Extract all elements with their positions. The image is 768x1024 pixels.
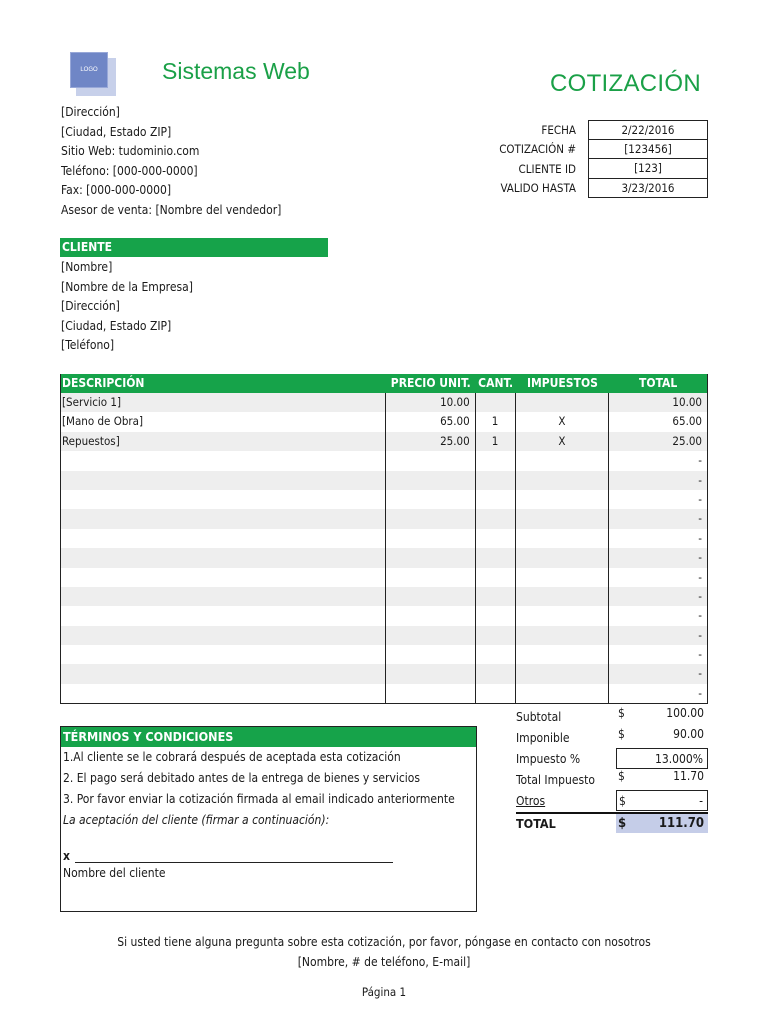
taxable-value: 90.00	[673, 727, 704, 741]
footer-contact	[0, 932, 768, 972]
item-quantity[interactable]	[476, 645, 516, 664]
item-total[interactable]: 65.00	[672, 414, 703, 429]
address-line: [Dirección]	[61, 105, 120, 119]
client-company[interactable]: [Nombre de la Empresa]	[61, 279, 193, 294]
col-total: TOTAL	[639, 376, 678, 390]
col-quantity: CANT.	[478, 376, 514, 390]
item-description[interactable]: Repuestos]	[61, 432, 386, 451]
item-total[interactable]: -	[698, 569, 703, 584]
table-row	[61, 451, 707, 470]
item-description[interactable]	[61, 490, 386, 509]
grand-total-value: 111.70	[658, 816, 704, 831]
footer-question: Si usted tiene alguna pregunta sobre esta cotización, por favor, póngase en contacto con nosotros	[117, 935, 651, 949]
terms-box	[60, 726, 477, 912]
item-tax[interactable]	[516, 645, 610, 664]
table-row	[61, 684, 707, 703]
table-row	[61, 471, 707, 490]
client-id-field[interactable]: [123]	[588, 159, 708, 179]
item-unit-price[interactable]	[386, 548, 476, 567]
item-quantity[interactable]: 1	[476, 412, 516, 431]
item-total[interactable]: -	[698, 472, 703, 487]
logo-box	[70, 52, 108, 88]
item-quantity[interactable]	[476, 529, 516, 548]
table-row	[61, 490, 707, 509]
item-total[interactable]: -	[698, 666, 703, 681]
meta-label: CLIENTE ID	[518, 161, 576, 176]
currency-symbol: $	[618, 816, 627, 831]
item-unit-price[interactable]	[386, 471, 476, 490]
item-unit-price[interactable]	[386, 684, 476, 703]
tax-total-label: Total Impuesto	[516, 772, 595, 787]
meta-date-row	[490, 120, 708, 140]
item-quantity[interactable]	[476, 451, 516, 470]
item-unit-price[interactable]	[386, 606, 476, 625]
page-number: Página 1	[361, 985, 407, 999]
tax-rate-value: 13.000%	[654, 751, 703, 766]
company-address-block	[61, 103, 281, 220]
meta-client-id-row	[490, 159, 708, 179]
item-total[interactable]: -	[698, 550, 703, 565]
item-unit-price[interactable]	[386, 645, 476, 664]
item-quantity[interactable]	[476, 664, 516, 683]
date-field[interactable]: 2/22/2016	[588, 120, 708, 140]
item-total[interactable]: -	[698, 491, 703, 506]
item-description[interactable]	[61, 471, 386, 490]
meta-valid-until-row	[490, 179, 708, 199]
item-description[interactable]	[61, 626, 386, 645]
subtotal-row	[516, 706, 708, 727]
item-unit-price[interactable]	[386, 529, 476, 548]
item-unit-price[interactable]	[386, 664, 476, 683]
table-row	[61, 626, 707, 645]
item-quantity[interactable]	[476, 626, 516, 645]
item-tax[interactable]	[516, 471, 610, 490]
table-row	[61, 664, 707, 683]
item-tax[interactable]	[516, 529, 610, 548]
item-quantity[interactable]	[476, 606, 516, 625]
quote-number-field[interactable]: [123456]	[588, 140, 708, 160]
website-line: Sitio Web: tudominio.com	[61, 144, 200, 158]
item-tax[interactable]	[516, 509, 610, 528]
item-unit-price[interactable]: 65.00	[386, 412, 476, 431]
document-title: COTIZACIÓN	[550, 70, 701, 97]
item-description[interactable]: [Mano de Obra]	[61, 412, 386, 431]
term-line: 2. El pago será debitado antes de la entrega de bienes y servicios	[63, 771, 420, 785]
item-total[interactable]: -	[698, 530, 703, 545]
tax-total-value: 11.70	[673, 769, 704, 783]
item-description[interactable]	[61, 509, 386, 528]
other-label: Otros	[516, 793, 546, 808]
other-value: -	[699, 793, 703, 808]
signature-mark: x	[63, 849, 70, 863]
meta-label: FECHA	[541, 122, 576, 137]
taxable-row	[516, 727, 708, 748]
client-phone[interactable]: [Teléfono]	[61, 338, 115, 352]
taxable-label: Imponible	[516, 730, 570, 745]
sales-rep-line: Asesor de venta: [Nombre del vendedor]	[61, 202, 282, 217]
item-tax[interactable]: X	[516, 432, 610, 451]
item-tax[interactable]	[516, 664, 610, 683]
item-tax[interactable]: X	[516, 412, 610, 431]
item-tax[interactable]	[516, 548, 610, 567]
item-unit-price[interactable]	[386, 490, 476, 509]
client-city[interactable]: [Ciudad, Estado ZIP]	[61, 318, 172, 333]
other-field[interactable]	[616, 790, 708, 811]
grand-total-row	[516, 812, 708, 833]
col-description: DESCRIPCIÓN	[62, 376, 145, 390]
acceptance-text: La aceptación del cliente (firmar a continuación):	[63, 813, 330, 827]
item-description[interactable]	[61, 451, 386, 470]
item-tax[interactable]	[516, 490, 610, 509]
currency-symbol: $	[618, 727, 625, 741]
meta-label: VALIDO HASTA	[500, 181, 576, 196]
subtotal-value: 100.00	[666, 706, 704, 720]
table-row	[61, 568, 707, 587]
item-total[interactable]: 25.00	[672, 433, 703, 448]
meta-label: COTIZACIÓN #	[499, 142, 576, 157]
signature-line[interactable]	[63, 845, 474, 863]
tax-total-row	[516, 769, 708, 790]
item-description[interactable]	[61, 587, 386, 606]
table-row	[61, 529, 707, 548]
client-info-block	[61, 258, 193, 356]
table-row	[61, 509, 707, 528]
table-row	[61, 412, 707, 431]
currency-symbol: $	[618, 769, 625, 783]
currency-symbol: $	[619, 793, 626, 808]
col-unit-price: PRECIO UNIT.	[390, 376, 471, 390]
item-description[interactable]	[61, 568, 386, 587]
client-address[interactable]: [Dirección]	[61, 299, 120, 313]
item-description[interactable]	[61, 529, 386, 548]
item-total[interactable]: -	[698, 627, 703, 642]
item-unit-price[interactable]: 10.00	[386, 393, 476, 412]
tax-rate-label: Impuesto %	[516, 751, 581, 766]
item-tax[interactable]	[516, 606, 610, 625]
tax-rate-row	[516, 748, 708, 769]
item-quantity[interactable]	[476, 684, 516, 703]
grand-total-box	[616, 814, 708, 833]
signature-rule[interactable]	[75, 851, 393, 863]
item-description[interactable]	[61, 664, 386, 683]
item-tax[interactable]	[516, 393, 610, 412]
client-name[interactable]: [Nombre]	[61, 260, 113, 274]
term-line: 1.Al cliente se le cobrará después de aceptada esta cotización	[63, 750, 401, 764]
terms-heading: TÉRMINOS Y CONDICIONES	[61, 727, 476, 747]
table-row	[61, 432, 707, 451]
item-unit-price[interactable]	[386, 626, 476, 645]
valid-until-field[interactable]: 3/23/2016	[588, 179, 708, 199]
item-quantity[interactable]	[476, 548, 516, 567]
quote-meta	[490, 120, 708, 198]
logo-text: LOGO	[80, 67, 98, 73]
item-description[interactable]	[61, 606, 386, 625]
item-unit-price[interactable]	[386, 587, 476, 606]
item-tax[interactable]	[516, 684, 610, 703]
item-unit-price[interactable]	[386, 451, 476, 470]
item-total[interactable]: -	[698, 511, 703, 526]
item-quantity[interactable]	[476, 568, 516, 587]
item-unit-price[interactable]	[386, 509, 476, 528]
table-row	[61, 645, 707, 664]
item-tax[interactable]	[516, 626, 610, 645]
item-total[interactable]: -	[698, 685, 703, 700]
client-heading: CLIENTE	[60, 238, 328, 257]
item-unit-price[interactable]: 25.00	[386, 432, 476, 451]
item-quantity[interactable]	[476, 509, 516, 528]
table-row	[61, 393, 707, 412]
company-name: Sistemas Web	[162, 58, 310, 84]
item-quantity[interactable]	[476, 490, 516, 509]
item-quantity[interactable]	[476, 587, 516, 606]
item-total[interactable]: -	[698, 647, 703, 662]
items-table-body	[61, 393, 707, 703]
totals-block	[516, 706, 708, 833]
item-description[interactable]: [Servicio 1]	[61, 393, 386, 412]
col-taxes: IMPUESTOS	[526, 376, 598, 390]
meta-quote-number-row	[490, 140, 708, 160]
item-quantity[interactable]: 1	[476, 432, 516, 451]
client-name-label: Nombre del cliente	[63, 866, 166, 880]
terms-body	[61, 747, 476, 884]
item-description[interactable]	[61, 684, 386, 703]
item-total[interactable]: -	[698, 588, 703, 603]
table-row	[61, 587, 707, 606]
item-description[interactable]	[61, 645, 386, 664]
currency-symbol: $	[618, 706, 625, 720]
footer-contact-info: [Nombre, # de teléfono, E-mail]	[297, 955, 471, 969]
term-line: 3. Por favor enviar la cotización firmada al email indicado anteriormente	[63, 792, 455, 806]
item-total[interactable]: 10.00	[672, 395, 703, 409]
item-description[interactable]	[61, 548, 386, 567]
item-tax[interactable]	[516, 587, 610, 606]
fax-line: Fax: [000-000-0000]	[61, 183, 172, 197]
city-line: [Ciudad, Estado ZIP]	[61, 124, 172, 139]
table-row	[61, 548, 707, 567]
subtotal-label: Subtotal	[516, 709, 562, 724]
item-unit-price[interactable]	[386, 568, 476, 587]
item-total[interactable]: -	[698, 453, 703, 468]
item-quantity[interactable]	[476, 471, 516, 490]
logo	[70, 52, 116, 96]
table-row	[61, 606, 707, 625]
items-table-header	[61, 374, 707, 393]
other-row	[516, 790, 708, 811]
grand-total-label: TOTAL	[516, 816, 556, 831]
item-quantity[interactable]	[476, 393, 516, 412]
phone-line: Teléfono: [000-000-0000]	[61, 163, 198, 178]
item-tax[interactable]	[516, 568, 610, 587]
item-total[interactable]: -	[698, 608, 703, 623]
items-table	[60, 374, 708, 704]
item-tax[interactable]	[516, 451, 610, 470]
tax-rate-field[interactable]	[616, 748, 708, 769]
